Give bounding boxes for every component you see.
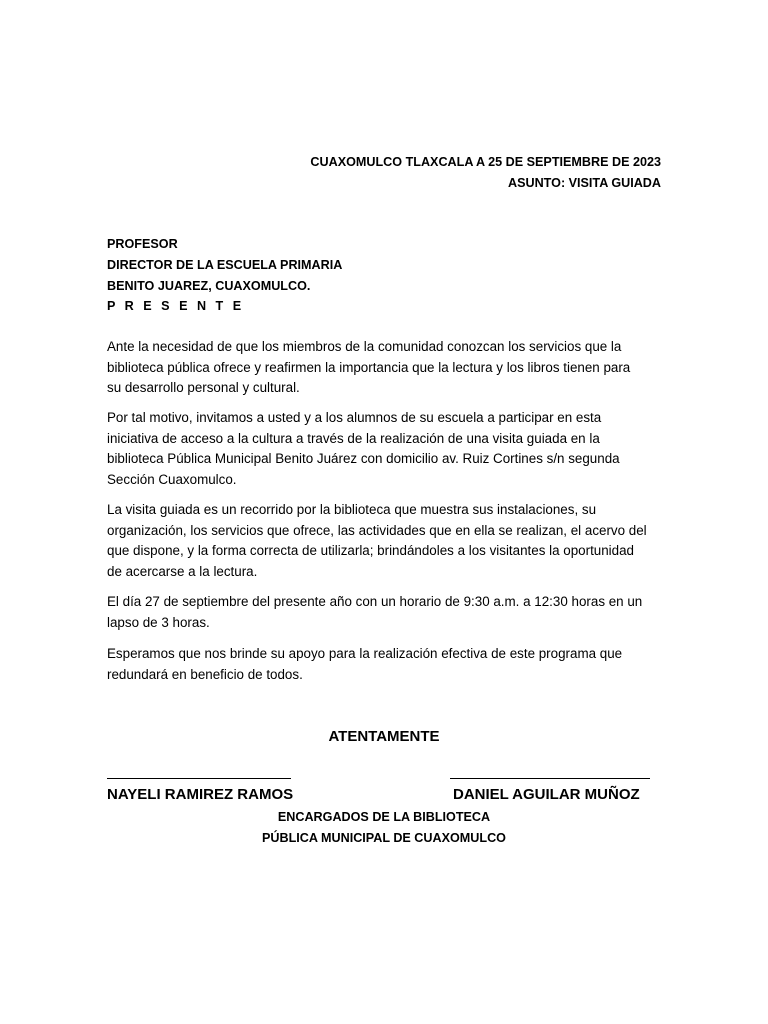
recipient-school: BENITO JUAREZ, CUAXOMULCO. <box>107 279 311 293</box>
body-paragraph-2: Por tal motivo, invitamos a usted y a los alumnos de su escuela a participar en esta iniciativa de acceso a la cultura a través de la realización de una visita guiada en la biblioteca Pública Municipal Benito Juárez con domicilio av. Ruiz Cortines s/n segunda Sección Cuaxomulco. <box>107 410 620 487</box>
place-date: CUAXOMULCO TLAXCALA A 25 DE SEPTIEMBRE DE 2023 <box>310 155 661 169</box>
subject-line: ASUNTO: VISITA GUIADA <box>508 176 661 190</box>
closing-salutation: ATENTAMENTE <box>328 728 440 745</box>
recipient-title: PROFESOR <box>107 237 178 251</box>
body-paragraph-3: La visita guiada es un recorrido por la biblioteca que muestra sus instalaciones, su organización, los servicios que ofrece, las actividades que en ella se realizan, el acervo del que dispone, y la forma correcta de utilizarla; brindándoles a los visitantes la oportunidad de acercarse a la lectura. <box>107 502 647 579</box>
recipient-position: DIRECTOR DE LA ESCUELA PRIMARIA <box>107 258 343 272</box>
body-paragraph-5: Esperamos que nos brinde su apoyo para la realización efectiva de este programa que redundará en beneficio de todos. <box>107 646 623 682</box>
body-paragraph-1: Ante la necesidad de que los miembros de la comunidad conozcan los servicios que la biblioteca pública ofrece y reafirmen la importancia que la lectura y los libros tienen para su desarrollo personal y cultural. <box>107 339 631 395</box>
signer-name-left: NAYELI RAMIREZ RAMOS <box>107 786 294 803</box>
signature-line-right <box>450 778 650 779</box>
signers-role-line-2: PÚBLICA MUNICIPAL DE CUAXOMULCO <box>262 831 506 845</box>
signers-role-line-1: ENCARGADOS DE LA BIBLIOTECA <box>277 810 491 824</box>
signer-name-right: DANIEL AGUILAR MUÑOZ <box>453 786 640 803</box>
body-paragraph-4: El día 27 de septiembre del presente año con un horario de 9:30 a.m. a 12:30 horas en un lapso de 3 horas. <box>107 594 643 630</box>
presente-line: P R E S E N T E <box>107 299 245 313</box>
signature-line-left <box>107 778 291 779</box>
